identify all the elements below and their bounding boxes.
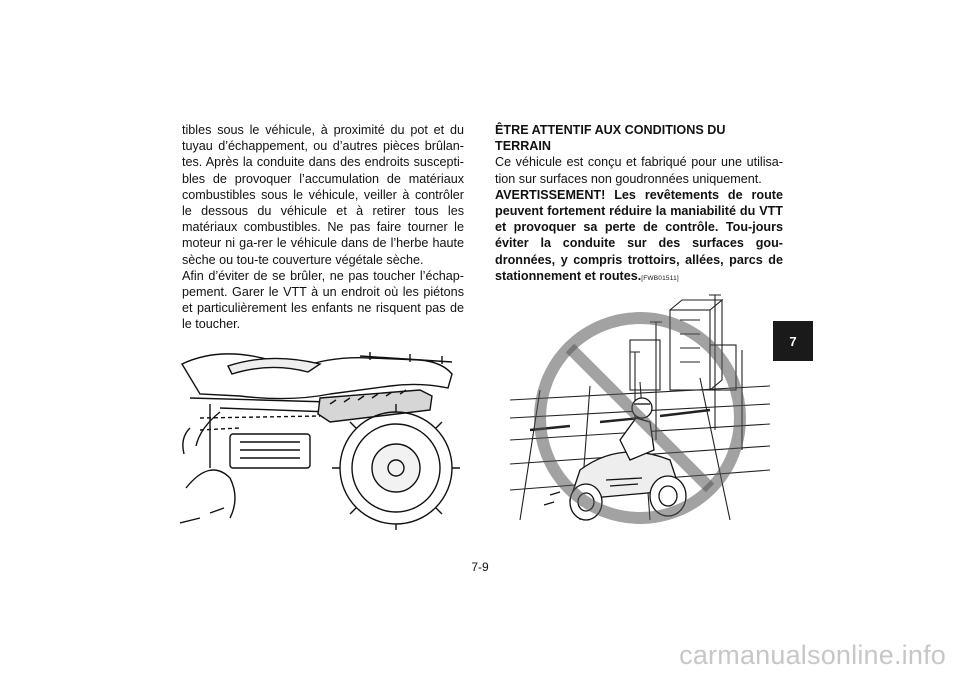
warning-block <box>495 187 783 287</box>
left-text-column <box>182 122 464 333</box>
no-pavement-illustration <box>510 290 770 530</box>
right-paragraph: Ce véhicule est conçu et fabriqué pour une utilisa-tion sur surfaces non goudronnées uniquement. <box>495 155 783 186</box>
warning-text: AVERTISSEMENT! Les revêtements de route peuvent fortement réduire la maniabilité du VTT et provoquer sa perte de contrôle. Tou-jours éviter la conduite sur des surfaces gou-dronnées, y compris trottoirs, allées, parcs de stationnement et routes. <box>495 187 783 283</box>
section-heading: ÊTRE ATTENTIF AUX CONDITIONS DU TERRAIN <box>495 123 726 154</box>
warning-code: [FWB01511] <box>641 274 679 282</box>
atv-exhaust-illustration <box>180 338 468 530</box>
chapter-tab: 7 <box>773 321 813 361</box>
left-paragraph-1: tibles sous le véhicule, à proximité du pot et du tuyau d’échappement, ou d’autres pièces brûlan-tes. Après la conduite dans des endroits suscepti-bles de provoquer l’accumulation de matériaux combustibles sous le véhicule, veiller à contrôler le dessous du véhicule et à retirer tous les matériaux combustibles. Ne pas faire tourner le moteur ni ga-rer le véhicule dans de l’herbe haute sèche ou tou-te couverture végétale sèche. <box>182 123 464 267</box>
left-paragraph-2: Afin d’éviter de se brûler, ne pas toucher l’échap-pement. Garer le VTT à un endroit où les piétons et particulièrement les enfants ne risquent pas de le toucher. <box>182 268 464 332</box>
page-number: 7-9 <box>471 560 489 574</box>
right-text-column <box>495 122 783 287</box>
watermark: carmanualsonline.info <box>679 640 946 670</box>
